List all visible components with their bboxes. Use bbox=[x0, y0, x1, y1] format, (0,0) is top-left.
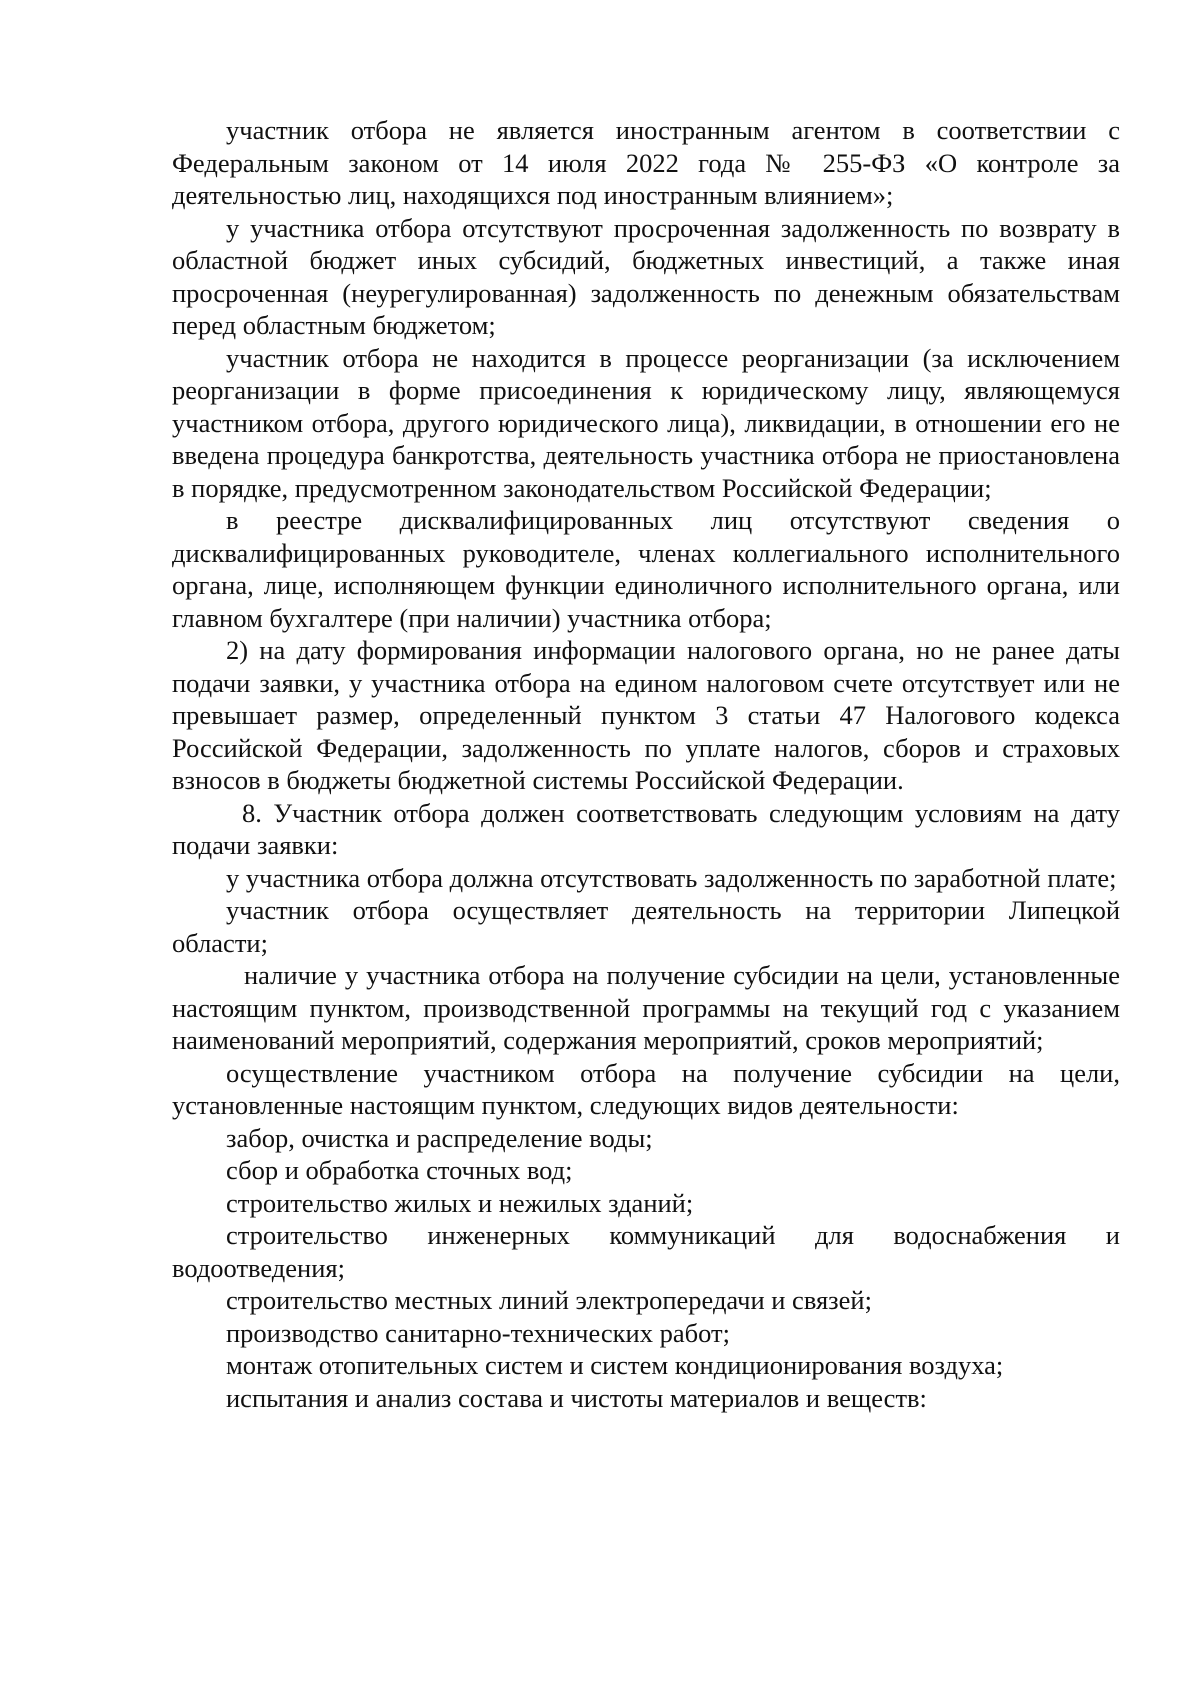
paragraph-no-salary-debt: у участника отбора должна отсутствовать задолженность по заработной плате; bbox=[226, 862, 1117, 893]
list-item: забор, очистка и распределение воды; bbox=[226, 1122, 653, 1153]
paragraph-tax-debt: 2) на дату формирования информации налогового органа, но не ранее даты подачи заявки, у участника отбора на едином налоговом счете отсутствует или не превышает размер, определенный пунктом 3 статьи 47 Налогового кодекса Российской Федерации, задолженность по уплате налогов, сборов и страховых взносов в бюджеты бюджетной системы Российской Федерации. bbox=[172, 635, 1120, 795]
list-item: испытания и анализ состава и чистоты материалов и веществ: bbox=[226, 1382, 927, 1413]
document-body bbox=[172, 114, 1120, 1414]
list-item: строительство местных линий электропередачи и связей; bbox=[226, 1285, 872, 1315]
paragraph-item-8: 8. Участник отбора должен соответствовать следующим условиям на дату подачи заявки: bbox=[172, 797, 1120, 860]
list-item: строительство инженерных коммуникаций для водоснабжения и водоотведения; bbox=[172, 1220, 1120, 1283]
paragraph-disqualified-registry: в реестре дисквалифицированных лиц отсутствуют сведения о дисквалифицированных руководителе, членах коллегиального исполнительного органа, лице, исполняющем функции единоличного исполнительного органа, или главном бухгалтере (при наличии) участника отбора; bbox=[172, 505, 1120, 633]
paragraph-lipetsk-territory: участник отбора осуществляет деятельность на территории Липецкой области; bbox=[172, 895, 1120, 958]
paragraph-production-program: наличие у участника отбора на получение субсидии на цели, установленные настоящим пунктом, производственной программы на текущий год с указанием наименований мероприятий, содержания мероприятий, сроков мероприятий; bbox=[172, 960, 1120, 1055]
paragraph-no-reorganization: участник отбора не находится в процессе реорганизации (за исключением реорганизации в форме присоединения к юридическому лицу, являющемуся участником отбора, другого юридического лица), ликвидации, в отношении его не введена процедура банкротства, деятельность участника отбора не приостановлена в порядке, предусмотренном законодательством Российской Федерации; bbox=[172, 342, 1120, 503]
paragraph-no-overdue-debt: у участника отбора отсутствуют просроченная задолженность по возврату в областной бюджет иных субсидий, бюджетных инвестиций, а также иная просроченная (неурегулированная) задолженность по денежным обязательствам перед областным бюджетом; bbox=[172, 212, 1120, 340]
paragraph-foreign-agent: участник отбора не является иностранным агентом в соответствии с Федеральным законом от 14 июля 2022 года № 255-ФЗ «О контроле за деятельностью лиц, находящихся под иностранным влиянием»; bbox=[172, 115, 1120, 210]
list-item: строительство жилых и нежилых зданий; bbox=[226, 1187, 694, 1218]
list-item: монтаж отопительных систем и систем кондиционирования воздуха; bbox=[226, 1350, 1004, 1380]
paragraph-activities-intro: осуществление участником отбора на получение субсидии на цели, установленные настоящим пунктом, следующих видов деятельности: bbox=[172, 1057, 1120, 1120]
list-item: производство санитарно-технических работ; bbox=[226, 1317, 730, 1348]
list-item: сбор и обработка сточных вод; bbox=[226, 1155, 573, 1185]
